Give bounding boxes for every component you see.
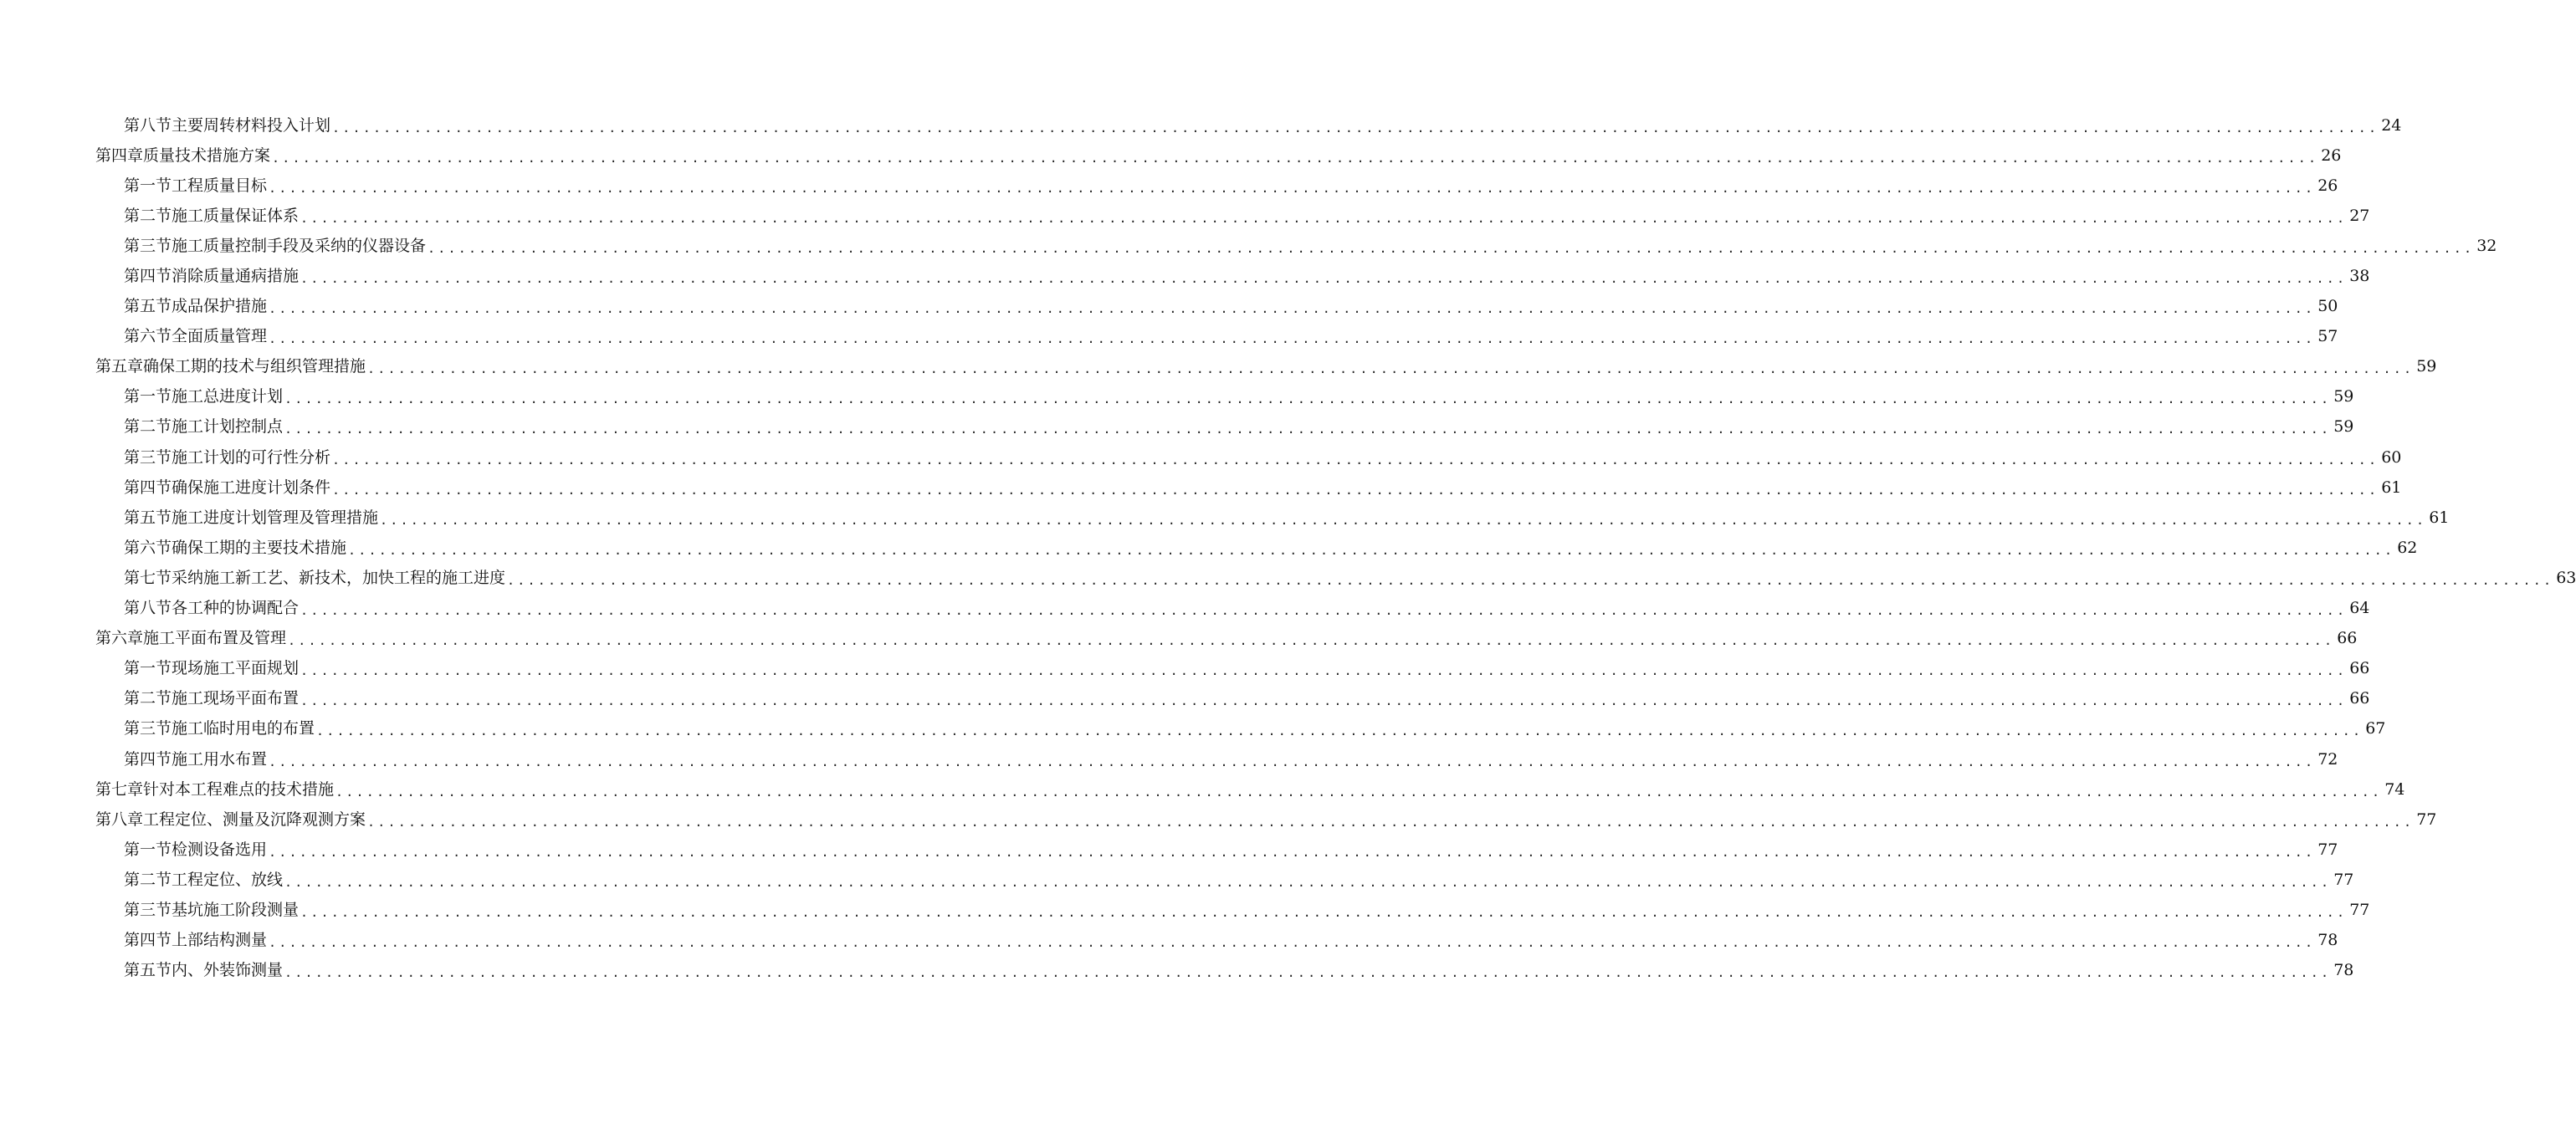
- toc-entry-title: 施工质量控制手段及采纳的仪器设备: [172, 236, 427, 255]
- toc-dot-leader: ........................................................................................................................................................................................................: [284, 965, 2332, 981]
- toc-entry-page-number: 66: [2349, 689, 2370, 708]
- toc-entry-title: 施工现场平面布置: [172, 689, 300, 708]
- toc-section-entry[interactable]: [0, 594, 2370, 624]
- toc-entry-number: 第一节: [124, 659, 172, 678]
- toc-entry-number: 第八节: [124, 599, 172, 618]
- toc-section-entry[interactable]: [0, 503, 2450, 533]
- toc-entry-number: 第二节: [124, 870, 172, 889]
- toc-chapter-entry[interactable]: [0, 805, 2437, 835]
- toc-entry-title: 质量技术措施方案: [143, 146, 271, 165]
- toc-dot-leader: ........................................................................................................................................................................................................: [269, 180, 2316, 196]
- toc-dot-leader: ........................................................................................................................................................................................................: [428, 240, 2475, 256]
- toc-dot-leader: ........................................................................................................................................................................................................: [284, 391, 2332, 407]
- toc-entry-page-number: 63: [2556, 568, 2576, 587]
- toc-entry-number: 第四节: [124, 931, 172, 950]
- toc-entry-title: 工程定位、放线: [172, 870, 284, 889]
- toc-dot-leader: ........................................................................................................................................................................................................: [269, 754, 2316, 769]
- toc-entry-title: 工程定位、测量及沉降观测方案: [143, 810, 366, 829]
- toc-dot-leader: ........................................................................................................................................................................................................: [300, 693, 2348, 709]
- toc-dot-leader: ........................................................................................................................................................................................................: [348, 542, 2395, 558]
- toc-entry-page-number: 67: [2365, 719, 2386, 738]
- toc-entry-page-number: 59: [2416, 357, 2437, 376]
- toc-entry-page-number: 57: [2317, 327, 2338, 346]
- toc-entry-page-number: 32: [2476, 236, 2497, 255]
- toc-entry-number: 第七节: [124, 568, 172, 587]
- toc-entry-page-number: 60: [2381, 447, 2402, 467]
- toc-dot-leader: ........................................................................................................................................................................................................: [272, 150, 2319, 166]
- toc-entry-number: 第一节: [124, 176, 172, 195]
- toc-entry-page-number: 24: [2381, 115, 2402, 135]
- toc-entry-page-number: 77: [2416, 810, 2437, 829]
- toc-entry-number: 第四节: [124, 478, 172, 497]
- toc-entry-page-number: 26: [2317, 176, 2338, 195]
- toc-section-entry[interactable]: [0, 895, 2370, 925]
- toc-entry-title: 基坑施工阶段测量: [172, 900, 300, 919]
- toc-list: [0, 110, 2576, 986]
- toc-section-entry[interactable]: [0, 714, 2386, 744]
- toc-entry-number: 第五节: [124, 297, 172, 316]
- toc-entry-number: 第二节: [124, 417, 172, 437]
- toc-entry-page-number: 27: [2349, 206, 2370, 225]
- toc-section-entry[interactable]: [0, 171, 2338, 201]
- toc-section-entry[interactable]: [0, 231, 2497, 261]
- toc-entry-page-number: 61: [2381, 478, 2402, 497]
- toc-entry-title: 现场施工平面规划: [172, 659, 300, 678]
- toc-dot-leader: ........................................................................................................................................................................................................: [380, 512, 2427, 528]
- toc-section-entry[interactable]: [0, 442, 2402, 473]
- toc-section-entry[interactable]: [0, 473, 2402, 503]
- toc-entry-title: 施工计划控制点: [172, 417, 284, 437]
- toc-entry-number: 第三节: [124, 447, 172, 467]
- toc-entry-title: 成品保护措施: [172, 297, 268, 316]
- toc-entry-page-number: 59: [2333, 417, 2354, 437]
- toc-dot-leader: ........................................................................................................................................................................................................: [332, 482, 2379, 498]
- toc-entry-title: 消除质量通病措施: [172, 267, 300, 286]
- toc-entry-title: 全面质量管理: [172, 327, 268, 346]
- toc-entry-title: 施工进度计划管理及管理措施: [172, 508, 379, 527]
- toc-entry-number: 第六节: [124, 327, 172, 346]
- toc-entry-number: 第四节: [124, 749, 172, 769]
- toc-section-entry[interactable]: [0, 654, 2370, 684]
- toc-dot-leader: ........................................................................................................................................................................................................: [300, 904, 2348, 920]
- table-of-contents: [0, 110, 2576, 986]
- toc-entry-number: 第二节: [124, 206, 172, 225]
- toc-dot-leader: ........................................................................................................................................................................................................: [367, 814, 2415, 830]
- toc-entry-page-number: 59: [2333, 387, 2354, 406]
- toc-dot-leader: ........................................................................................................................................................................................................: [300, 663, 2348, 679]
- toc-entry-title: 施工总进度计划: [172, 387, 284, 406]
- toc-entry-title: 检测设备选用: [172, 840, 268, 859]
- toc-entry-title: 施工用水布置: [172, 749, 268, 769]
- toc-section-entry[interactable]: [0, 322, 2338, 352]
- toc-entry-number: 第三节: [124, 900, 172, 919]
- toc-entry-page-number: 77: [2333, 870, 2354, 889]
- toc-entry-number: 第四节: [124, 267, 172, 286]
- toc-entry-title: 工程质量目标: [172, 176, 268, 195]
- toc-section-entry[interactable]: [0, 956, 2354, 986]
- toc-entry-title: 确保工期的技术与组织管理措施: [143, 357, 366, 376]
- toc-entry-number: 第二节: [124, 689, 172, 708]
- toc-entry-title: 施工平面布置及管理: [143, 629, 287, 648]
- toc-dot-leader: ........................................................................................................................................................................................................: [288, 633, 2335, 649]
- toc-entry-title: 确保施工进度计划条件: [172, 478, 331, 497]
- toc-entry-title: 施工质量保证体系: [172, 206, 300, 225]
- toc-entry-number: 第六章: [95, 629, 144, 648]
- toc-dot-leader: ........................................................................................................................................................................................................: [269, 301, 2316, 317]
- toc-entry-title: 各工种的协调配合: [172, 599, 300, 618]
- toc-entry-title: 针对本工程难点的技术措施: [143, 779, 335, 799]
- toc-chapter-entry[interactable]: [0, 624, 2358, 654]
- toc-entry-page-number: 77: [2317, 840, 2338, 859]
- toc-entry-number: 第四章: [95, 146, 144, 165]
- toc-entry-page-number: 64: [2349, 599, 2370, 618]
- toc-entry-title: 施工临时用电的布置: [172, 719, 315, 738]
- toc-dot-leader: ........................................................................................................................................................................................................: [269, 844, 2316, 860]
- toc-dot-leader: ........................................................................................................................................................................................................: [335, 784, 2383, 800]
- toc-entry-number: 第一节: [124, 840, 172, 859]
- toc-section-entry[interactable]: [0, 110, 2402, 140]
- toc-section-entry[interactable]: [0, 926, 2338, 956]
- toc-entry-number: 第三节: [124, 719, 172, 738]
- toc-dot-leader: ........................................................................................................................................................................................................: [332, 120, 2379, 135]
- toc-dot-leader: ........................................................................................................................................................................................................: [316, 723, 2363, 739]
- toc-entry-title: 上部结构测量: [172, 931, 268, 950]
- toc-entry-title: 内、外装饰测量: [172, 961, 284, 980]
- toc-entry-page-number: 66: [2337, 629, 2358, 648]
- toc-entry-title: 确保工期的主要技术措施: [172, 538, 347, 557]
- toc-section-entry[interactable]: [0, 684, 2370, 714]
- toc-section-entry[interactable]: [0, 292, 2338, 322]
- toc-chapter-entry[interactable]: [0, 352, 2437, 382]
- toc-section-entry[interactable]: [0, 261, 2370, 291]
- toc-entry-page-number: 72: [2317, 749, 2338, 769]
- toc-dot-leader: ........................................................................................................................................................................................................: [300, 210, 2348, 226]
- toc-section-entry[interactable]: [0, 835, 2338, 865]
- toc-entry-page-number: 78: [2317, 931, 2338, 950]
- toc-section-entry[interactable]: [0, 533, 2418, 563]
- toc-entry-number: 第六节: [124, 538, 172, 557]
- toc-entry-title: 施工计划的可行性分析: [172, 447, 331, 467]
- toc-entry-number: 第五章: [95, 357, 144, 376]
- toc-entry-number: 第七章: [95, 779, 144, 799]
- toc-dot-leader: ........................................................................................................................................................................................................: [269, 331, 2316, 347]
- toc-entry-page-number: 50: [2317, 297, 2338, 316]
- toc-entry-page-number: 62: [2397, 538, 2418, 557]
- toc-section-entry[interactable]: [0, 382, 2354, 412]
- toc-entry-number: 第五节: [124, 508, 172, 527]
- toc-entry-number: 第八章: [95, 810, 144, 829]
- toc-section-entry[interactable]: [0, 865, 2354, 895]
- toc-dot-leader: ........................................................................................................................................................................................................: [269, 935, 2316, 951]
- toc-entry-title: 采纳施工新工艺、新技术，加快工程的施工进度: [172, 568, 506, 587]
- toc-dot-leader: ........................................................................................................................................................................................................: [284, 874, 2332, 890]
- toc-section-entry[interactable]: [0, 412, 2354, 442]
- toc-entry-number: 第一节: [124, 387, 172, 406]
- toc-entry-page-number: 77: [2349, 900, 2370, 919]
- toc-entry-page-number: 61: [2429, 508, 2450, 527]
- toc-dot-leader: ........................................................................................................................................................................................................: [332, 452, 2379, 467]
- toc-section-entry[interactable]: [0, 563, 2576, 593]
- toc-dot-leader: ........................................................................................................................................................................................................: [367, 361, 2415, 377]
- toc-dot-leader: ........................................................................................................................................................................................................: [300, 603, 2348, 619]
- toc-entry-number: 第五节: [124, 961, 172, 980]
- toc-entry-page-number: 74: [2384, 779, 2405, 799]
- toc-dot-leader: ........................................................................................................................................................................................................: [507, 572, 2554, 588]
- toc-entry-number: 第三节: [124, 236, 172, 255]
- toc-entry-page-number: 66: [2349, 659, 2370, 678]
- toc-entry-title: 主要周转材料投入计划: [172, 115, 331, 135]
- toc-section-entry[interactable]: [0, 201, 2370, 231]
- toc-dot-leader: ........................................................................................................................................................................................................: [300, 271, 2348, 287]
- toc-chapter-entry[interactable]: [0, 774, 2405, 805]
- toc-entry-page-number: 26: [2321, 146, 2342, 165]
- toc-section-entry[interactable]: [0, 744, 2338, 774]
- toc-entry-page-number: 78: [2333, 961, 2354, 980]
- toc-dot-leader: ........................................................................................................................................................................................................: [284, 422, 2332, 437]
- toc-chapter-entry[interactable]: [0, 140, 2342, 171]
- toc-entry-page-number: 38: [2349, 267, 2370, 286]
- toc-entry-number: 第八节: [124, 115, 172, 135]
